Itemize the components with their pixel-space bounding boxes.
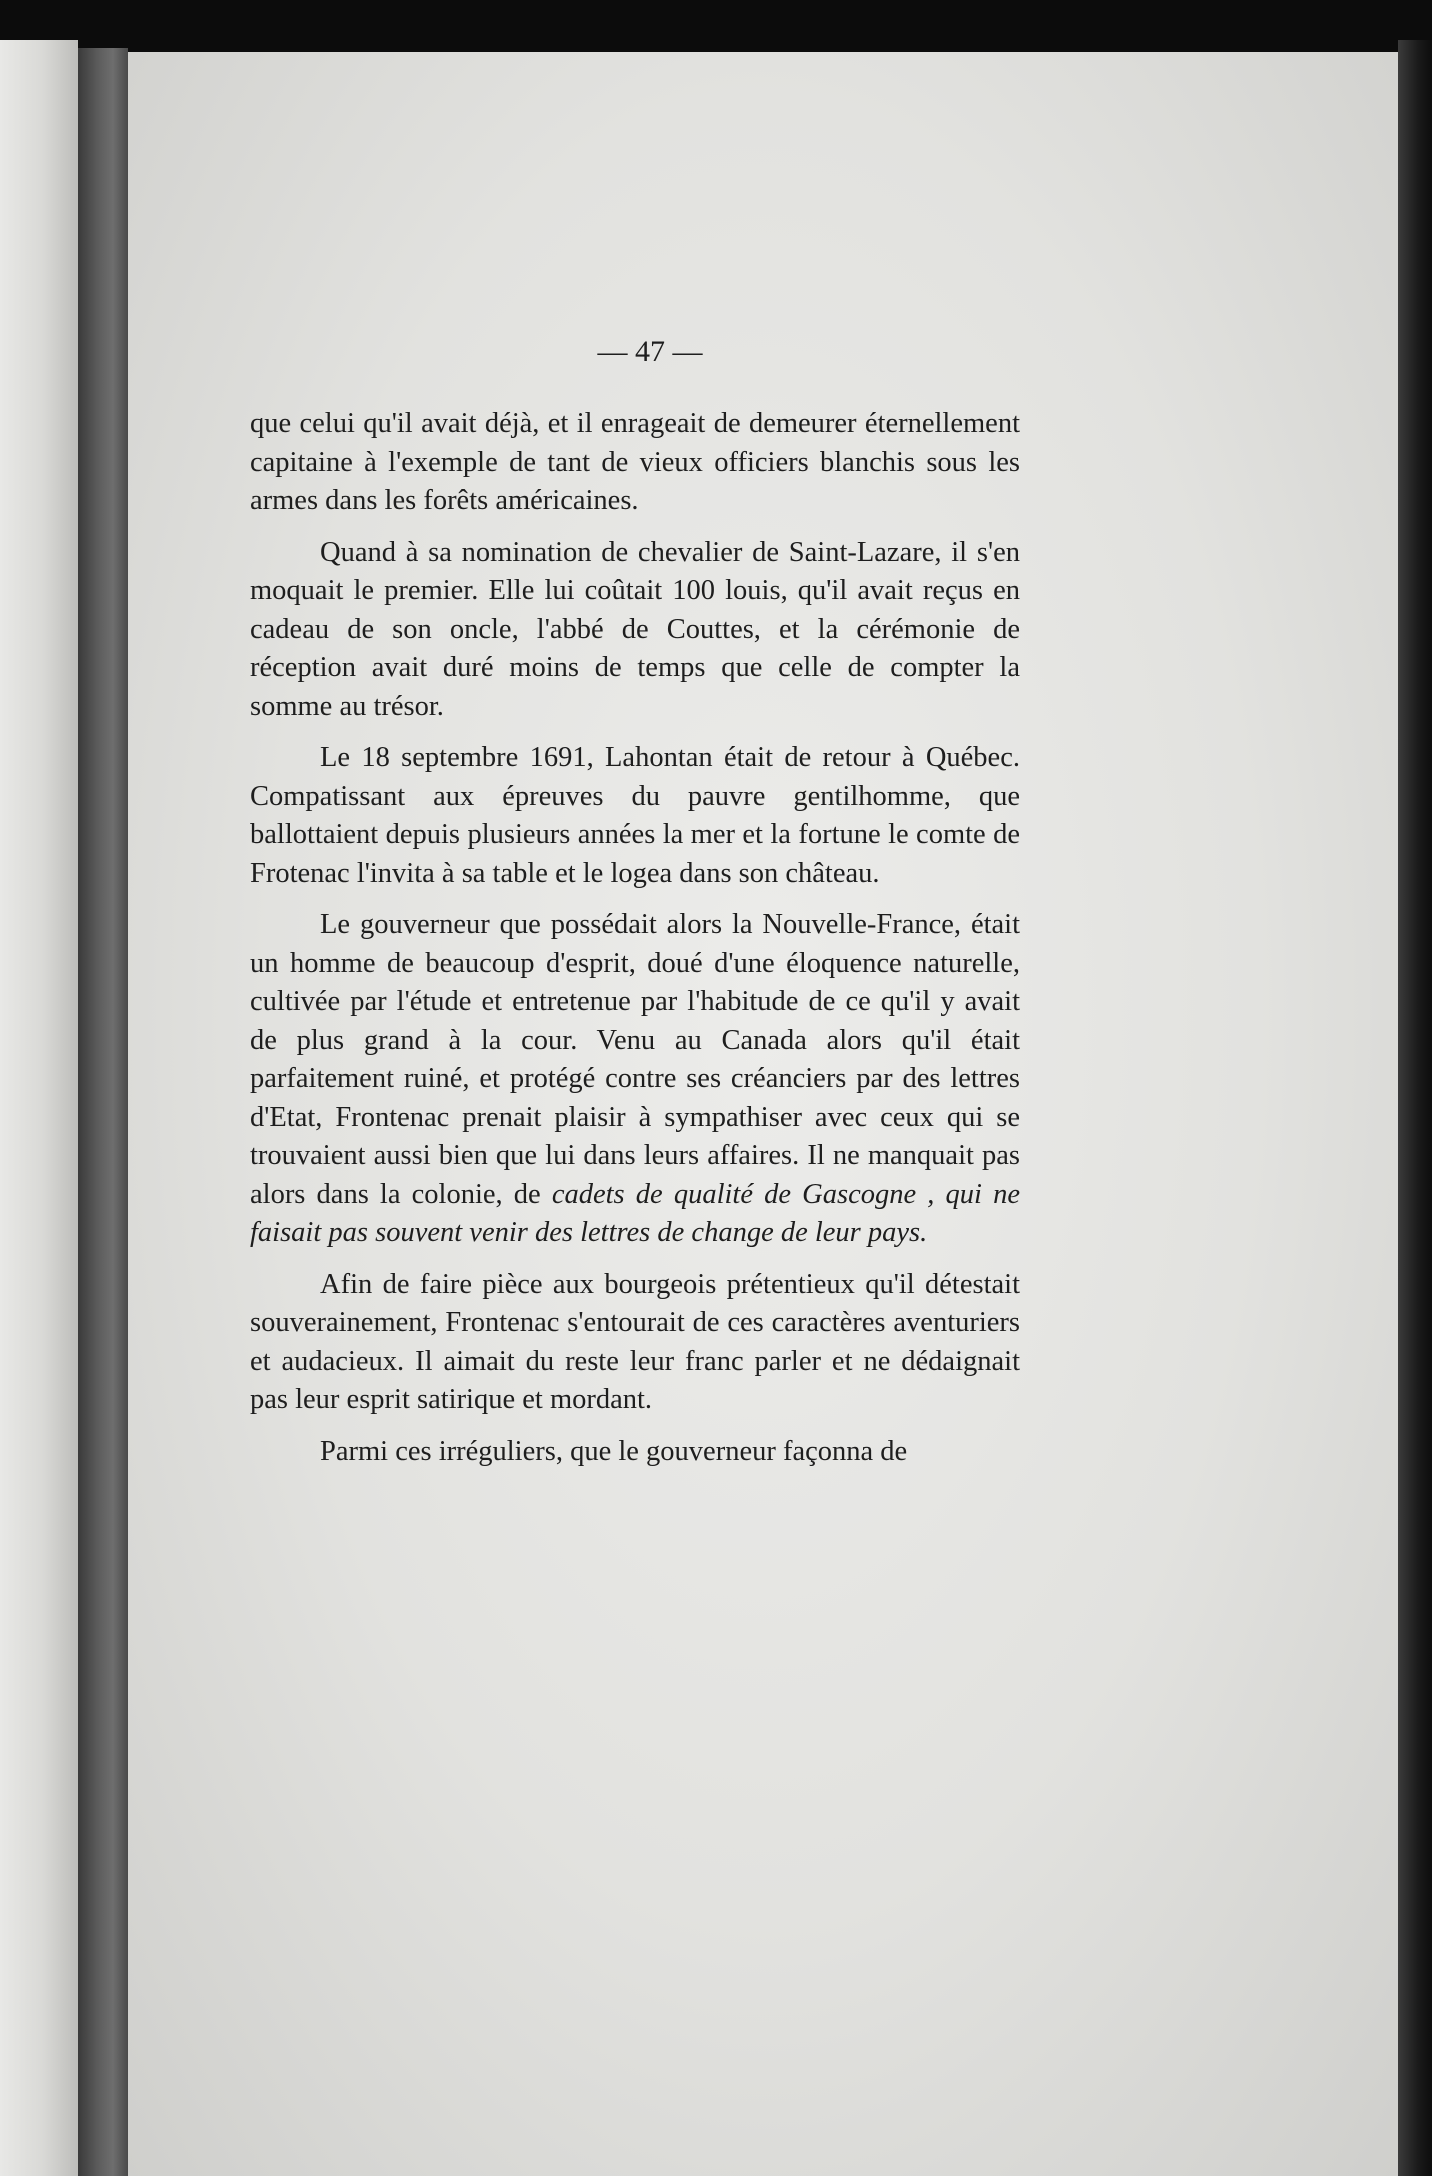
paragraph-4-italic-text: cadets de qualité de Gascogne , qui ne faisait pas souvent venir des lettres de change de leur pays. xyxy=(250,1178,1020,1248)
paragraph-5: Afin de faire pièce aux bourgeois prétentieux qu'il détestait souverainement, Frontenac s'entourait de ces caractères aventuriers et audacieux. Il aimait du reste leur franc parler et ne dédaignait pas leur esprit satirique et mordant. xyxy=(250,1268,1020,1415)
paragraph-6: Parmi ces irréguliers, que le gouverneur façonna de xyxy=(320,1435,908,1467)
previous-page-edge xyxy=(0,40,78,2176)
paragraph-3: Le 18 septembre 1691, Lahontan était de retour à Québec. Compatissant aux épreuves du pauvre gentilhomme, que ballottaient depuis plusieurs années la mer et la fortune le comte de Frotenac l'invita à sa table et le logea dans son château. xyxy=(250,742,1020,889)
paragraph-1: que celui qu'il avait déjà, et il enrageait de demeurer éternellement capitaine à l'exemple de tant de vieux officiers blanchis sous les armes dans les forêts américaines. xyxy=(250,408,1020,516)
page-edge-shadow xyxy=(1398,40,1432,2176)
paragraph-4-text: Le gouverneur que possédait alors la Nouvelle-France, était un homme de beaucoup d'esprit, doué d'une éloquence naturelle, cultivée par l'étude et entretenue par l'habitude de ce qu'il y avait de plus grand à la cour. Venu au Canada alors qu'il était parfaitement ruiné, et protégé contre ses créanciers par des lettres d'Etat, Frontenac prenait plaisir à sympathiser avec ceux qui se trouvaient aussi bien que lui dans leurs affaires. Il ne manquait pas alors dans la colonie, de xyxy=(250,909,1020,1210)
page-number: — 47 — xyxy=(597,335,703,368)
paragraph-2: Quand à sa nomination de chevalier de Saint-Lazare, il s'en moquait le premier. Elle lui coûtait 100 louis, qu'il avait reçus en cadeau de son oncle, l'abbé de Couttes, et la cérémonie de réception avait duré moins de temps que celle de compter la somme au trésor. xyxy=(250,536,1020,722)
book-spine xyxy=(78,48,128,2176)
paragraph-4 xyxy=(250,906,1020,1253)
page-body xyxy=(250,405,1020,1484)
